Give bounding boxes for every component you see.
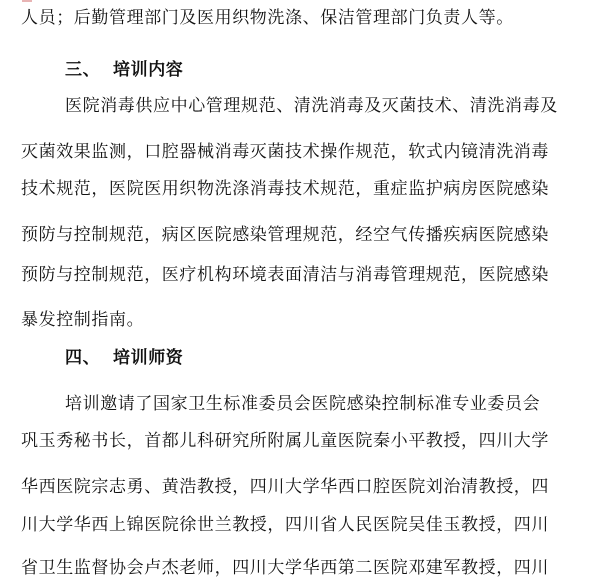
intro-tail-line: 人员；后勤管理部门及医用织物洗涤、保洁管理部门负责人等。 [21,8,514,28]
section-4-line-5: 省卫生监督协会卢杰老师，四川大学华西第二医院邓建军教授，四川 [21,558,549,578]
section-4-line-1: 培训邀请了国家卫生标准委员会医院感染控制标准专业委员会 [65,394,541,414]
section-4-line-3: 华西医院宗志勇、黄浩教授，四川大学华西口腔医院刘治清教授，四 [21,477,549,497]
section-3-heading [65,58,602,82]
section-4-heading [65,346,602,370]
section-3-line-3: 技术规范，医院医用织物洗涤消毒技术规范，重症监护病房医院感染 [21,179,549,199]
section-4-title: 培训师资 [113,348,184,368]
section-3-line-4: 预防与控制规范，病区医院感染管理规范，经空气传播疾病医院感染 [21,225,549,245]
section-3-line-1: 医院消毒供应中心管理规范、清洗消毒及灭菌技术、清洗消毒及 [65,96,558,116]
section-4-line-4: 川大学华西上锦医院徐世兰教授，四川省人民医院吴佳玉教授，四川 [21,515,549,535]
section-4-line-2: 巩玉秀秘书长，首都儿科研究所附属儿童医院秦小平教授，四川大学 [21,431,549,451]
top-edge-mark [22,0,32,2]
section-3-line-2: 灭菌效果监测，口腔器械消毒灭菌技术操作规范，软式内镜清洗消毒 [21,142,549,162]
section-4-number: 四、 [65,348,101,368]
section-3-line-5: 预防与控制规范，医疗机构环境表面清洁与消毒管理规范，医院感染 [21,265,549,285]
section-3-number: 三、 [65,60,101,80]
section-3-line-6: 暴发控制指南。 [21,310,145,330]
section-3-title: 培训内容 [113,60,184,80]
